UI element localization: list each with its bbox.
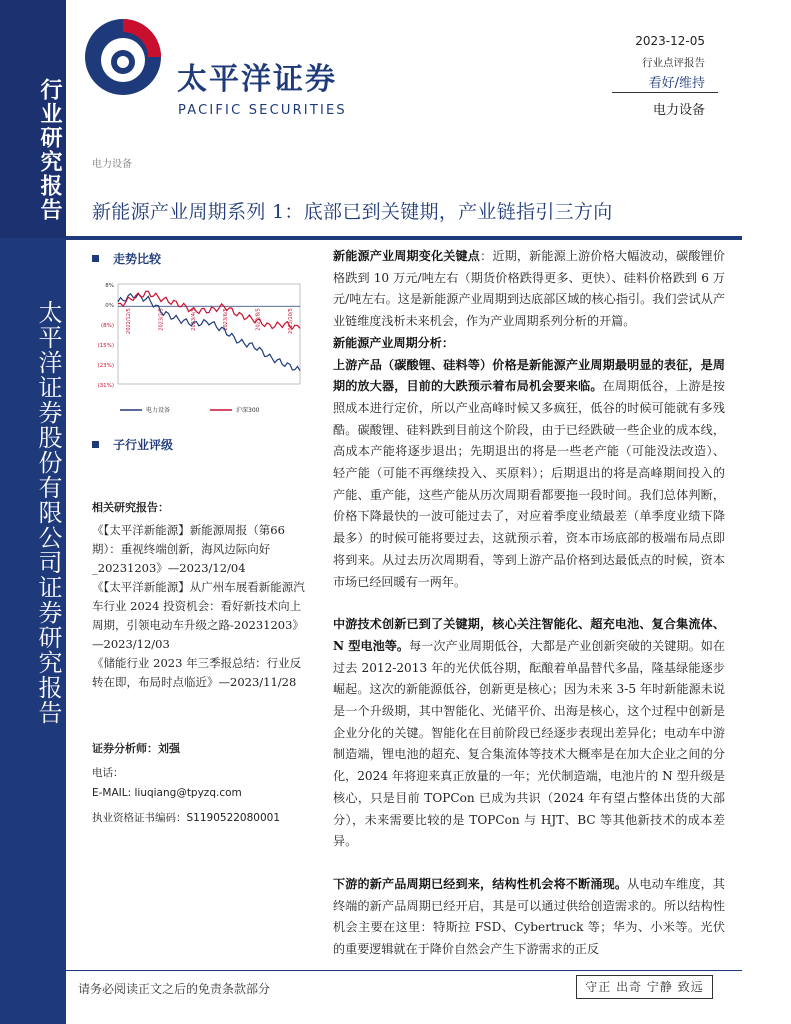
y-tick-label: (31%) [97, 383, 114, 389]
related-heading: 相关研究报告： [92, 501, 169, 514]
paragraph-downstream: 下游的新产品周期已经到来，结构性机会将不断涌现。从电动车维度，其终端的新产品周期已经开启，其是可以通过供给创造需求的。所以结构性机会主要在这里：特斯拉 FSD、Cybertruck 等；华为、小米等。光伏的重要逻辑就在于降价自然会产生下游需求的正反 [333, 876, 725, 957]
y-tick-label: 8% [105, 283, 114, 289]
brand-name-en: PACIFIC SECURITIES [178, 103, 347, 118]
series-line-sector [118, 294, 300, 371]
legend-label: 电力设备 [146, 407, 171, 414]
x-tick-label: 2023/2/5 [158, 308, 165, 331]
square-bullet-icon [92, 441, 99, 448]
title-rule [66, 236, 742, 240]
footer-motto: 守正 出奇 宁静 致远 [576, 975, 713, 999]
related-reports [92, 498, 310, 692]
section-tag: 电力设备 [92, 159, 132, 170]
related-item[interactable]: 《储能行业 2023 年三季报总结：行业反转在即，布局时点临近》—2023/11/28 [92, 656, 302, 689]
report-type: 行业点评报告 [642, 57, 705, 69]
related-item[interactable]: 《【太平洋新能源】从广州车展看新能源汽车行业 2024 投资机会：看好新技术向上周期，引领电动车升级之路-20231203》—2023/12/03 [92, 580, 305, 651]
x-tick-label: 2023/8/5 [255, 308, 262, 331]
y-tick-label: (8%) [100, 323, 114, 329]
y-tick-label: 0% [105, 303, 114, 309]
report-category-label: 行业研究报告 [37, 78, 63, 222]
paragraph-upstream: 上游产品（碳酸锂、硅料等）价格是新能源产业周期最明显的表征，是周期的放大器，目前的大跌预示着布局机会要来临。在周期低谷，上游是按照成本进行定价，所以产业高峰时候又多疯狂，低谷的时候可能就有多残酷。碳酸锂、硅料跌到目前这个阶段，由于已经跌破一些企业的成本线，高成本产能将逐步退出；先期退出的将是一些老产能（可能没法改造）、轻产能（可能不再继续投入、买原料）；后期退出的将是高峰期间投入的产能、重产能，这些产能从历次周期看都要拖一段时间。我们总体判断，价格下降最快的一波可能过去了，对应着季度业绩最差（单季度业绩下降最多）的时候可能将要过去，这就预示着，资本市场底部的极端布局点即将到来。从过去历次周期看，等到上游产品价格到达最低点的时候，资本市场已经回暖有一两年。 [333, 357, 725, 589]
x-tick-label: 2023/4/5 [190, 308, 197, 331]
analyst-name: 证券分析师：刘强 [92, 742, 180, 755]
x-tick-label: 2023/10/5 [288, 308, 294, 334]
footer-disclaimer: 请务必阅读正文之后的免责条款部分 [78, 982, 271, 996]
rating-label: 看好/维持 [648, 76, 705, 91]
x-tick-label: 2022/12/5 [126, 308, 132, 334]
x-tick-label: 2023/6/5 [223, 308, 230, 331]
analyst-email[interactable]: E-MAIL: liuqiang@tpyzq.com [92, 787, 242, 799]
footer-rule [66, 970, 742, 971]
paragraph-midstream: 中游技术创新已到了关键期，核心关注智能化、超充电池、复合集流体、N 型电池等。每一次产业周期低谷，大都是产业创新突破的关键期。如在过去 2012-2013 年的光伏低谷期，酝酿着单晶替代多晶，隆基绿能逐步崛起。这次的新能源低谷，创新更是核心；因为未来 3-5 年时新能源未说是一个升级期，其中智能化、光储平价、出海是核心，这个过程中创新是企业分化的关键。智能化在目前阶段已经逐步表现出差异化；电动车中游制造端，锂电池的超充、复合集流体等技术大概率是在加大企业之间的分化，2024 年将迎来真正放量的一年；光伏制造端，电池片的 N 型升级是核心，只是目前 TOPCon 已成为共识（2024 年有望占整体出货的大部分），未来需要比较的是 TOPCon 与 HJT、BC 等其他新技术的成本差异。 [333, 617, 725, 849]
analyst-license: 执业资格证书编码：S1190522080001 [92, 812, 281, 824]
analyst-phone: 电话： [92, 767, 124, 779]
related-item[interactable]: 《【太平洋新能源】新能源周报（第66期）：重视终端创新，海风边际向好_20231203》—2023/12/04 [92, 523, 285, 575]
report-body [333, 246, 725, 961]
report-title: 新能源产业周期系列 1：底部已到关键期，产业链指引三方向 [92, 201, 613, 223]
trend-heading: 走势比较 [92, 250, 161, 267]
legend-label: 沪深300 [236, 407, 260, 414]
paragraph-key-points: 新能源产业周期变化关键点：近期，新能源上游价格大幅波动，碳酸锂价格跌到 10 万元/吨左右（期货价格跌得更多、更快）、硅料价格跌到 6 万元/吨左右。这是新能源产业周期到达底部区域的核心指引。我们尝试从产业链维度浅析未来机会，作为产业周期系列分析的开篇。 [333, 249, 725, 329]
sub-industry-heading: 子行业评级 [92, 436, 173, 453]
brand-name-cn: 太平洋证券 [177, 62, 337, 97]
square-bullet-icon [92, 255, 99, 262]
sidebar [0, 0, 66, 1024]
report-date: 2023-12-05 [635, 34, 705, 48]
pacific-logo-icon [82, 16, 164, 98]
series-line-index [118, 291, 300, 329]
header-divider [612, 92, 718, 93]
trend-chart [90, 276, 310, 421]
y-tick-label: (23%) [97, 363, 114, 369]
y-tick-label: (15%) [97, 343, 114, 349]
industry-label: 电力设备 [652, 103, 705, 118]
paragraph-analysis-heading: 新能源产业周期分析： [333, 335, 454, 350]
trend-chart-svg [90, 276, 310, 421]
company-label: 太平洋证券股份有限公司证券研究报告 [34, 300, 62, 725]
